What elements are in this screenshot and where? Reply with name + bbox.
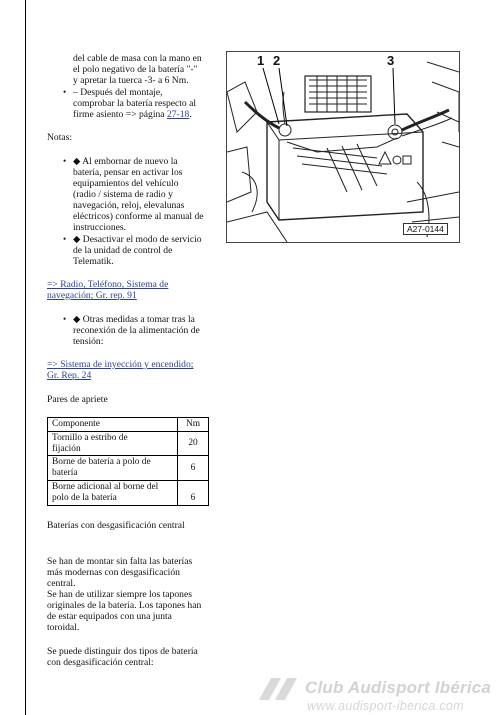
note1-line-6: eléctricos) conforme al manual de (73, 211, 204, 222)
note3-line-3: tensión: (73, 336, 104, 347)
torque-table (47, 417, 209, 506)
row-component (48, 431, 178, 456)
note3-line-2: reconexión de la alimentación de (73, 325, 200, 336)
step-after-mount-line-2: comprobar la batería respecto al (73, 98, 197, 109)
table-row (48, 456, 209, 481)
step-after-mount-text: firme asiento => página (73, 109, 167, 120)
para2-line-4: toroidal. (47, 622, 80, 633)
bullet-dot: • (63, 87, 67, 97)
row-component-line-2: batería (52, 468, 78, 479)
audi-logo-icon (255, 674, 303, 704)
note1-line-7: instrucciones. (73, 222, 127, 233)
link-radio-navigation-2[interactable]: navegación; Gr. rep. 91 (47, 290, 137, 301)
page-link-27-18[interactable]: 27-18 (166, 109, 190, 120)
note1-line-1: ◆ Al embornar de nuevo la (73, 156, 178, 167)
link-radio-navigation[interactable]: => Radio, Teléfono, Sistema de (47, 279, 169, 290)
step-continued-line-1: del cable de masa con la mano en (73, 53, 202, 64)
row-component-line-1: Tornillo a estribo de (52, 432, 128, 443)
note2-line-2: de la unidad de control de (73, 245, 173, 256)
row-component-line-1: Borne adicional al borne del (52, 481, 159, 492)
row-value: 6 (178, 480, 209, 505)
figure-code: A27-0144 (403, 223, 448, 235)
table-header-row (48, 418, 209, 432)
row-component-line-2: polo de la batería (52, 492, 117, 503)
para1-line-3: central. (47, 578, 76, 589)
link-injection-ignition[interactable]: => Sistema de inyección y encendido; (47, 359, 194, 370)
step-continued-line-2: el polo negativo de la batería "-" (73, 64, 198, 75)
link-injection-ignition-2[interactable]: Gr. Rep. 24 (47, 370, 92, 381)
step-after-mount-line-1: – Después del montaje, (73, 87, 163, 98)
margin-rule (25, 0, 26, 715)
watermark-title: Club Audisport Ibérica (305, 678, 492, 697)
note1-line-4: (radio / sistema de radio y (73, 189, 173, 200)
note1-line-2: batería, pensar en activar los (73, 167, 183, 178)
note3-line-1: ◆ Otras medidas a tomar tras la (73, 314, 195, 325)
note1-line-3: equipamientos del vehículo (73, 178, 179, 189)
bullet-dot: • (63, 234, 67, 244)
battery-figure (226, 51, 460, 243)
para2-line-2: originales de la batería. Los tapones han (47, 600, 202, 611)
note2-line-3: Telematik. (73, 256, 114, 267)
central-vent-heading: Baterías con desgasificación central (47, 520, 185, 531)
para3-line-2: con desgasificación central: (47, 657, 154, 668)
figure-label-1: 1 (257, 53, 265, 68)
row-value: 20 (178, 431, 209, 456)
bullet-dot: • (63, 156, 67, 166)
para1-line-2: más modernas con desgasificación (47, 567, 180, 578)
step-after-mount-end: . (189, 109, 192, 120)
para2-line-1: Se han de utilizar siempre los tapones (47, 589, 192, 600)
header-component: Componente (48, 418, 178, 432)
header-nm: Nm (178, 418, 209, 432)
para1-line-1: Se han de montar sin falta las baterías (47, 556, 193, 567)
row-component-line-1: Borne de batería a polo de (52, 457, 151, 468)
notes-heading: Notas: (47, 132, 73, 143)
row-component (48, 480, 178, 505)
note2-line-1: ◆ Desactivar el modo de servicio (73, 234, 202, 245)
step-after-mount-line-3 (73, 109, 192, 121)
battery-drawing (227, 52, 459, 242)
table-row (48, 431, 209, 456)
torque-heading: Pares de apriete (47, 394, 108, 405)
figure-label-3: 3 (387, 53, 395, 68)
step-continued-line-3: y apretar la tuerca -3- a 6 Nm. (73, 75, 189, 86)
figure-label-2: 2 (273, 53, 281, 68)
club-watermark (255, 668, 503, 715)
watermark-url: www.audisport-iberica.com (307, 699, 464, 713)
bullet-dot: • (63, 314, 67, 324)
row-value: 6 (178, 456, 209, 481)
para3-line-1: Se puede distinguir dos tipos de batería (47, 646, 198, 657)
row-component (48, 456, 178, 481)
row-component-line-2: fijación (52, 443, 81, 454)
table-row (48, 480, 209, 505)
note1-line-5: navegación, reloj, elevalunas (73, 200, 185, 211)
para2-line-3: de estar equipados con una junta (47, 611, 172, 622)
